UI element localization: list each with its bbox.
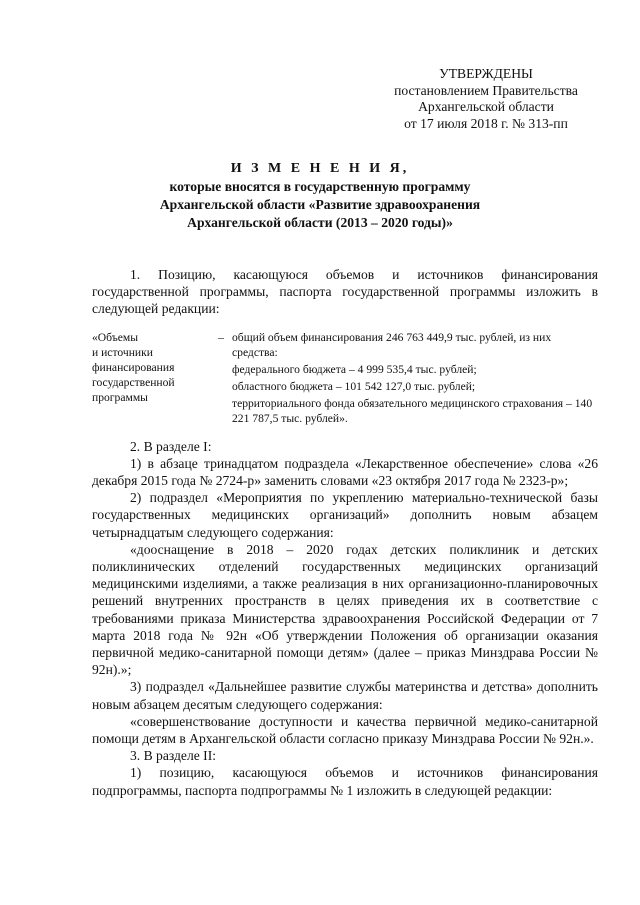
section-3-item-1: 1) позицию, касающуюся объемов и источников финансирования подпрограммы, паспорта подпрограммы № 1 изложить в следующей редакции: — [92, 765, 598, 798]
approval-authority: постановлением Правительства — [394, 82, 578, 98]
finance-table-values — [228, 330, 598, 428]
finance-table-dash: – — [218, 330, 224, 344]
approval-heading: УТВЕРЖДЕНЫ — [439, 66, 533, 81]
finance-insurance-fund: территориального фонда обязательного медицинского страхования – 140 221 787,5 тыс. рублей». — [232, 396, 593, 425]
section-2-quote-3: «совершенствование доступности и качества первичной медико-санитарной помощи детям в Архангельской области согласно приказу Минздрава России № 92н.». — [92, 713, 598, 747]
finance-federal: федерального бюджета – 4 999 535,4 тыс. рублей; — [232, 362, 477, 376]
approval-region: Архангельской области — [418, 99, 554, 114]
finance-table-label — [92, 330, 214, 428]
document-title — [90, 160, 550, 232]
section-3-heading: 3. В разделе II: — [130, 748, 217, 764]
finance-label-line: финансирования — [92, 360, 175, 374]
finance-label-line: государственной — [92, 375, 175, 389]
section-2-item-3: 3) подраздел «Дальнейшее развитие службы материнства и детства» дополнить новым абзацем десятым следующего содержания: — [92, 679, 598, 712]
finance-regional: областного бюджета – 101 542 127,0 тыс. рублей; — [232, 379, 476, 393]
approval-date-number: от 17 июля 2018 г. № 313-пп — [404, 115, 568, 131]
section-2-heading: 2. В разделе I: — [130, 438, 212, 454]
section-2-quote-2: «дооснащение в 2018 – 2020 годах детских поликлиник и детских поликлинических отделений государственных медицинских организаций медицинскими изделиями, а также реализация в них организационно-планировочных решений внутренних пространств в целях приведения их в соответствие с требованиями приказа Министерства здравоохранения Российской Федерации от 7 марта 2018 года № 92н «Об утверждении Положения об организации оказания первичной медико-санитарной помощи детям» (далее – приказ Минздрава России № 92н).»; — [92, 541, 598, 678]
document-body — [92, 266, 598, 799]
finance-label-line: «Объемы — [92, 330, 139, 344]
finance-label-line: программы — [92, 390, 148, 404]
title-changes: И З М Е Н Е Н И Я, — [230, 161, 410, 176]
title-line-2: которые вносятся в государственную программу — [169, 179, 471, 194]
section-2-item-1: 1) в абзаце тринадцатом подраздела «Лекарственное обеспечение» слова «26 декабря 2015 года № 2724-р» заменить словами «23 октября 2017 года № 2323-р»; — [92, 455, 598, 489]
finance-total: общий объем финансирования 246 763 449,9 тыс. рублей, из них средства: — [232, 330, 552, 359]
title-line-3: Архангельской области «Развитие здравоохранения — [159, 197, 481, 212]
section-1-paragraph: 1. Позицию, касающуюся объемов и источников финансирования государственной программы, паспорта государственной программы изложить в следующей редакции: — [92, 267, 598, 317]
approval-stamp — [378, 66, 594, 132]
finance-table — [92, 330, 598, 428]
section-2-item-2: 2) подраздел «Мероприятия по укреплению материально-технической базы государственных медицинских организаций» дополнить новым абзацем четырнадцатым следующего содержания: — [92, 490, 598, 540]
title-line-4: Архангельской области (2013 – 2020 годы)» — [187, 215, 453, 230]
finance-label-line: и источники — [92, 345, 153, 359]
